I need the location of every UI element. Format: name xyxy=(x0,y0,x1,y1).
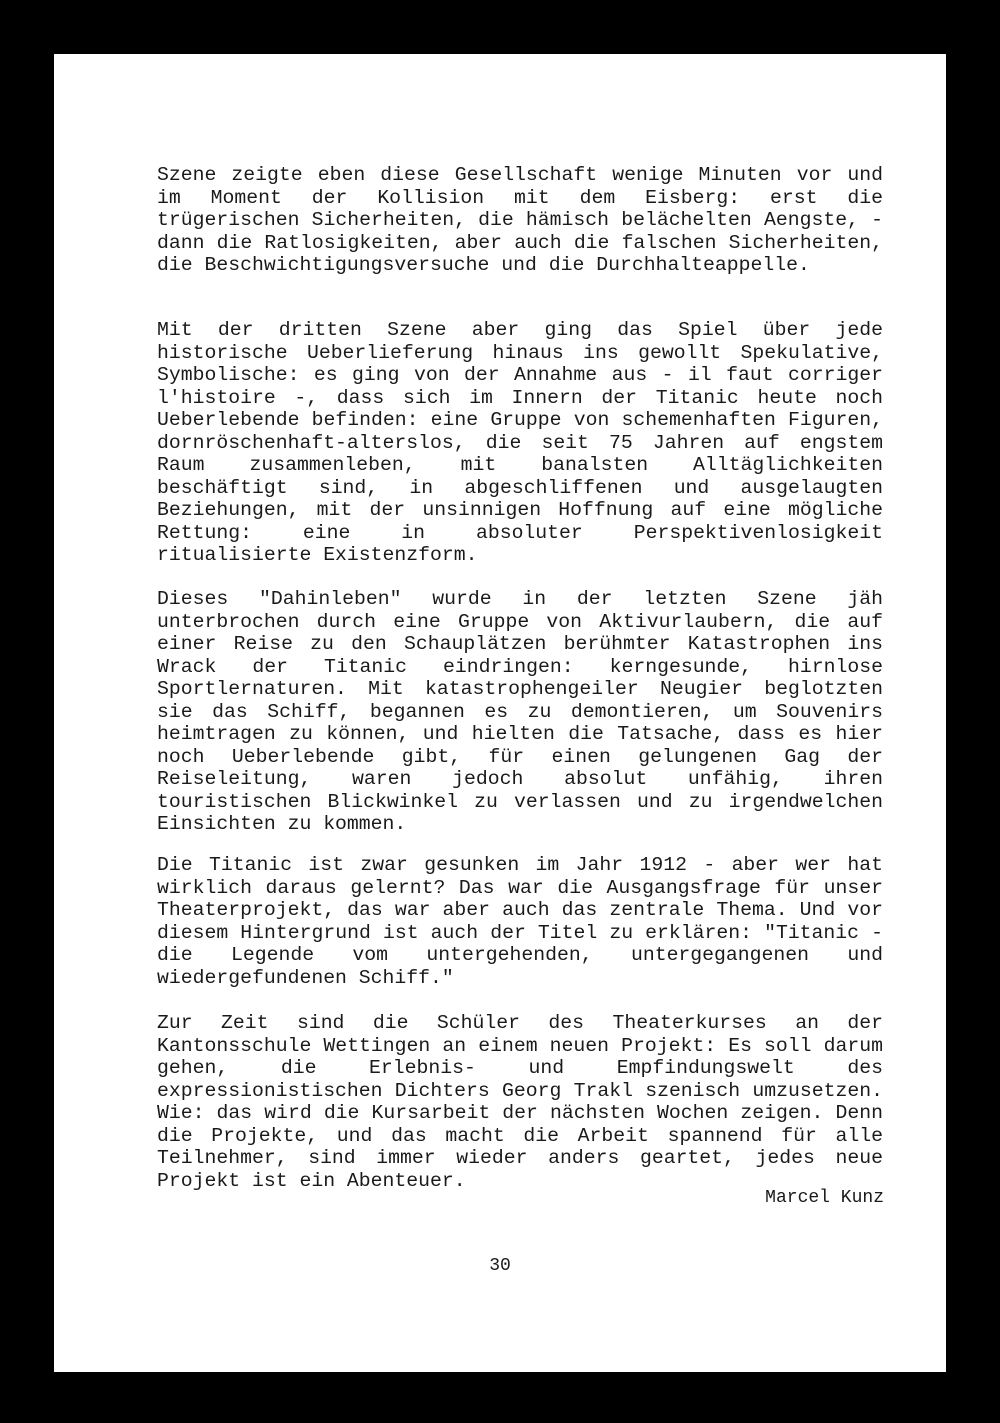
author-signature: Marcel Kunz xyxy=(765,1188,884,1208)
paragraph-2: Mit der dritten Szene aber ging das Spiel über jede historische Ueberlieferung hinaus ins gewollt Spekulative, Symbolische: es ging von der Annahme aus - il faut corriger l'histoire -, dass sich im Innern der Titanic heute noch Ueberlebende befinden: eine Gruppe von schemenhaften Figuren, dornröschenhaft-alterslos, die seit 75 Jahren auf engstem Raum zusammenleben, mit banalsten Alltäglichkeiten beschäftigt sind, in abgeschliffenen und ausgelaugten Beziehungen, mit der unsinnigen Hoffnung auf eine mögliche Rettung: eine in absoluter Perspektivenlosigkeit ritualisierte Existenzform. xyxy=(157,319,883,566)
paragraph-3: Dieses "Dahinleben" wurde in der letzten Szene jäh unterbrochen durch eine Gruppe von Aktivurlaubern, die auf einer Reise zu den Schauplätzen berühmter Katastrophen ins Wrack der Titanic eindringen: kerngesunde, hirnlose Sportlernaturen. Mit katastrophengeiler Neugier beglotzten sie das Schiff, begannen es zu demontieren, um Souvenirs heimtragen zu können, und hielten die Tatsache, dass es hier noch Ueberlebende gibt, für einen gelungenen Gag der Reiseleitung, waren jedoch absolut unfähig, ihren touristischen Blickwinkel zu verlassen und zu irgendwelchen Einsichten zu kommen. xyxy=(157,588,883,835)
page-number: 30 xyxy=(489,1256,511,1276)
paragraph-5: Zur Zeit sind die Schüler des Theaterkurses an der Kantonsschule Wettingen an einem neuen Projekt: Es soll darum gehen, die Erlebnis- und Empfindungswelt des expressionistischen Dichters Georg Trakl szenisch umzusetzen. Wie: das wird die Kursarbeit der nächsten Wochen zeigen. Denn die Projekte, und das macht die Arbeit spannend für alle Teilnehmer, sind immer wieder anders geartet, jedes neue Projekt ist ein Abenteuer. xyxy=(157,1012,883,1192)
paragraph-1: Szene zeigte eben diese Gesellschaft wenige Minuten vor und im Moment der Kollision mit dem Eisberg: erst die trügerischen Sicherheiten, die hämisch belächelten Aengste, - dann die Ratlosigkeiten, aber auch die falschen Sicherheiten, die Beschwichtigungsversuche und die Durchhalteappelle. xyxy=(157,164,883,276)
paragraph-4: Die Titanic ist zwar gesunken im Jahr 1912 - aber wer hat wirklich daraus gelernt? Das war die Ausgangsfrage für unser Theaterprojekt, das war aber auch das zentrale Thema. Und vor diesem Hintergrund ist auch der Titel zu erklären: "Titanic - die Legende vom untergehenden, untergegangenen und wiedergefundenen Schiff." xyxy=(157,854,883,989)
document-page xyxy=(54,54,946,1372)
